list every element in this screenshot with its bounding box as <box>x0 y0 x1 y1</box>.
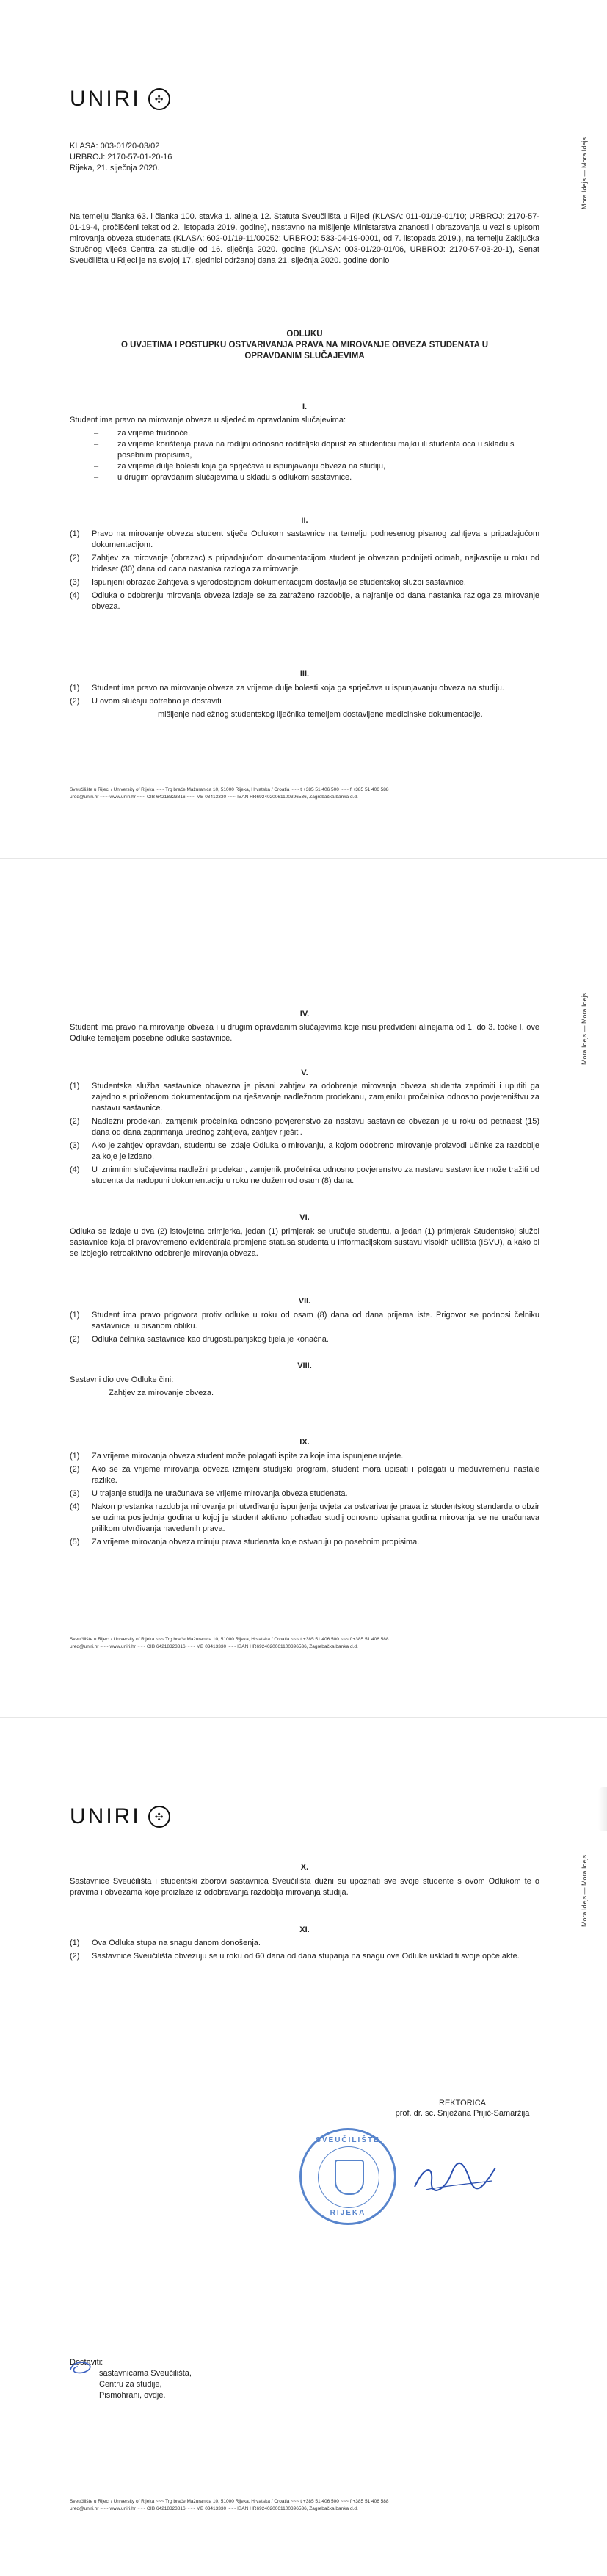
list-sub-item: mišljenje nadležnog studentskog liječnika temeljem dostavljene medicinske dokumentacije. <box>158 710 483 719</box>
footer-line-1: Sveučilište u Rijeci / University of Rijeka ~~~ Trg braće Mažuranića 10, 51000 Rijeka, Hrvatska / Croatia ~~~ t +385 51 406 500 ~~~ f +385 51 406 588 <box>70 787 389 792</box>
footer <box>70 2498 539 2513</box>
uniri-logo <box>70 87 170 112</box>
page-1 <box>0 0 607 858</box>
side-note <box>576 40 592 209</box>
list-item: (2) Sastavnice Sveučilišta obvezuju se u roku od 60 dana od dana stupanja na snagu ove Odluke uskladiti svoje opće akte. <box>70 1952 520 1961</box>
list-item: – u drugim opravdanim slučajevima u skladu s odlukom sastavnice. <box>94 473 352 482</box>
footer-line-1: Sveučilište u Rijeci / University of Rijeka ~~~ Trg braće Mažuranića 10, 51000 Rijeka, Hrvatska / Croatia ~~~ t +385 51 406 500 ~~~ f +385 51 406 588 <box>70 2499 389 2504</box>
preamble: Na temelju članka 63. i članka 100. stavka 1. alineja 12. Statuta Sveučilišta u Rijeci (KLASA: 011-01/19-01/10; URBROJ: 2170-57-01-19-4, pročišćeni tekst od 2. listopada 2019. godine), nastavno na mišljenje Ministarstva znanosti i obrazovanja u vezi s upisom mirovanja obveza studenata (KLASA: 602-01/19-11/00052; URBROJ: 533-04-19-0001, od 7. listopada 2019.), na temelju Zaključka Stručnog vijeća Centra za studije od 16. siječnja 2020. godine (KLASA: 003-01/20-01/06, URBROJ: 2170-57-03-20-1), Senat Sveučilišta u Rijeci je na svojoj 17. sjednici održanoj dana 21. siječnja 2020. godine donio <box>70 212 539 265</box>
list-item: (2) Odluka čelnika sastavnice kao drugostupanjskog tijela je konačna. <box>70 1335 329 1344</box>
section-heading-3: III. <box>299 670 310 679</box>
section-11-list <box>70 1938 539 1964</box>
side-note-text: Mora Idejs — Mora Idejs <box>581 992 588 1065</box>
title-line-1: ODLUKU <box>286 330 323 339</box>
section-heading-4: IV. <box>299 1010 310 1019</box>
section-1-intro: Student ima pravo na mirovanje obveza u sljedećim opravdanim slučajevima: <box>70 416 346 424</box>
distribution-label: Dostaviti: <box>70 2358 103 2367</box>
section-heading-1: I. <box>302 402 308 411</box>
section-heading-9: IX. <box>299 1438 310 1447</box>
list-item: (3) Ako je zahtjev opravdan, studentu se izdaje Odluka o mirovanju, a kojom odobreno mirovanje proizvodi učinke za razdoblje za koje je izdano. <box>70 1141 539 1161</box>
footer <box>70 786 539 801</box>
section-9-list <box>70 1451 539 1550</box>
handwritten-signature <box>411 2159 499 2196</box>
list-item: (4) U iznimnim slučajevima nadležni prodekan, zamjenik pročelnika odnosno povjerenstvo za nastavu sastavnice može tražiti od studenta da nadopuni dokumentaciju u roku ne dužem od osam (8) dana. <box>70 1165 539 1185</box>
footer-line-2: ured@uniri.hr ~~~ www.uniri.hr ~~~ OIB 64218323816 ~~~ MB 03413330 ~~~ IBAN HR6924020061100396536, Zagrebačka banka d.d. <box>70 2506 358 2511</box>
list-item: (4) Odluka o odobrenju mirovanja obveza izdaje se za zatraženo razdoblje, a najranije od dana nastanka razloga za mirovanje obveza. <box>70 591 539 611</box>
handwritten-mark <box>68 2359 94 2376</box>
list-item: (4) Nakon prestanka razdoblja mirovanja pri utvrđivanju ispunjenja uvjeta za ostvarivanje prava iz studentskog standarda o obzir se uzima posljednja godina u kojoj je student aktivno pohađao studij odnosno upisana godina mirovanja se ne uračunava prilikom utvrđivanja navedenih prava. <box>70 1502 539 1533</box>
list-item: (5) Za vrijeme mirovanja obveza miruju prava studenata koje ostvaruju po posebnim propisima. <box>70 1538 420 1546</box>
document-meta <box>70 141 539 174</box>
list-item: (1) Ova Odluka stupa na snagu danom donošenja. <box>70 1939 261 1947</box>
page-2 <box>0 858 607 1718</box>
section-10-text: Sastavnice Sveučilišta i studentski zborovi sastavnica Sveučilišta dužni su upoznati sve svoje studente s ovom Odlukom te o pravima i obvezama koje proizlaze iz odobravanja razdoblja mirovanja studija. <box>70 1877 539 1897</box>
crest-icon <box>335 2160 364 2195</box>
section-heading-10: X. <box>300 1863 309 1872</box>
stamp-bottom-text: RIJEKA <box>330 2209 366 2217</box>
title-line-2: O UVJETIMA I POSTUPKU OSTVARIVANJA PRAVA NA MIROVANJE OBVEZA STUDENATA U <box>120 341 489 350</box>
list-item: (1) Pravo na mirovanje obveza student stječe Odlukom sastavnice na temelju podnesenog pisanog zahtjeva s pripadajućom dokumentacijom. <box>70 529 539 549</box>
university-stamp <box>299 2128 396 2225</box>
university-emblem-icon: ✣ <box>148 1806 170 1828</box>
list-item: (2) Ako se za vrijeme mirovanja obveza izmijeni studijski program, student mora upisati i polagati u međuvremenu nastale razlike. <box>70 1465 539 1485</box>
section-heading-11: XI. <box>299 1925 310 1934</box>
signatory-role: REKTORICA <box>439 2099 486 2108</box>
section-5-list <box>70 1081 539 1189</box>
section-heading-5: V. <box>301 1068 308 1077</box>
section-heading-7: VII. <box>298 1297 311 1306</box>
footer-line-1: Sveučilište u Rijeci / University of Rijeka ~~~ Trg braće Mažuranića 10, 51000 Rijeka, Hrvatska / Croatia ~~~ t +385 51 406 500 ~~~ f +385 51 406 588 <box>70 1637 389 1642</box>
section-2-list <box>70 529 539 615</box>
page-fold-shadow <box>598 1787 607 1831</box>
side-note-text: Mora Idejs — Mora Idejs <box>581 137 588 209</box>
list-item: (2) U ovom slučaju potrebno je dostaviti <box>70 697 222 706</box>
list-item: Pismohrani, ovdje. <box>99 2391 166 2400</box>
footer-line-2: ured@uniri.hr ~~~ www.uniri.hr ~~~ OIB 64218323816 ~~~ MB 03413330 ~~~ IBAN HR6924020061100396536, Zagrebačka banka d.d. <box>70 1644 358 1649</box>
section-heading-2: II. <box>301 516 308 525</box>
side-note <box>576 1758 592 1927</box>
list-item: – za vrijeme trudnoće, <box>94 429 191 438</box>
logo-text: UNIRI <box>70 87 141 111</box>
list-item: (1) Student ima pravo prigovora protiv odluke u roku od osam (8) dana od dana prijema iste. Prigovor se podnosi čelniku sastavnice, u pisanom obliku. <box>70 1311 539 1331</box>
university-emblem-icon: ✣ <box>148 88 170 110</box>
section-6-text: Odluka se izdaje u dva (2) istovjetna primjerka, jedan (1) primjerak se uručuje studentu, a jedan (1) primjerak Studentskoj službi sastavnice koja bi pravovremeno evidentirala promjene statusa studenta u Informacijskom sustavu visokih učilišta (ISVU), a kako bi se izbjeglo retroaktivno odobrenje mirovanja obveza. <box>70 1227 539 1258</box>
list-item: (3) Ispunjeni obrazac Zahtjeva s vjerodostojnom dokumentacijom dostavlja se studentskoj službi sastavnice. <box>70 578 466 587</box>
document-title <box>70 329 539 362</box>
footer-line-2: ured@uniri.hr ~~~ www.uniri.hr ~~~ OIB 64218323816 ~~~ MB 03413330 ~~~ IBAN HR6924020061100396536, Zagrebačka banka d.d. <box>70 795 358 800</box>
place-date: Rijeka, 21. siječnja 2020. <box>70 164 160 173</box>
urbroj: URBROJ: 2170-57-01-20-16 <box>70 153 172 162</box>
stamp-top-text: SVEUČILIŠTE <box>316 2136 380 2144</box>
side-note-text: Mora Idejs — Mora Idejs <box>581 1854 588 1927</box>
logo-text: UNIRI <box>70 1804 141 1828</box>
list-item: (1) Student ima pravo na mirovanje obveza za vrijeme dulje bolesti koja ga sprječava u ispunjavanju obveza na studiju. <box>70 684 504 692</box>
list-item: (2) Nadležni prodekan, zamjenik pročelnika odnosno povjerenstvo za nastavu sastavnice obvezan je u roku od petnaest (15) dana od dana zaprimanja urednog zahtjeva, zahtjev riješiti. <box>70 1117 539 1137</box>
side-note <box>576 896 592 1065</box>
list-item: sastavnicama Sveučilišta, <box>99 2369 192 2378</box>
page-3 <box>0 1717 607 2576</box>
section-8-item: Zahtjev za mirovanje obveza. <box>109 1389 214 1397</box>
list-item: – za vrijeme dulje bolesti koja ga sprječava u ispunjavanju obveza na studiju, <box>94 462 386 471</box>
section-1-list <box>88 428 528 483</box>
section-8-intro: Sastavni dio ove Odluke čini: <box>70 1375 174 1384</box>
section-heading-6: VI. <box>299 1213 310 1222</box>
section-7-list <box>70 1310 539 1347</box>
signatory-name: prof. dr. sc. Snježana Prijić-Samaržija <box>395 2109 530 2118</box>
klasa: KLASA: 003-01/20-03/02 <box>70 142 160 151</box>
list-item: (1) Za vrijeme mirovanja obveza student može polagati ispite za koje ima ispunjene uvjete. <box>70 1452 404 1461</box>
section-4-text: Student ima pravo na mirovanje obveza i u drugim opravdanim slučajevima koje nisu predviđeni alinejama od 1. do 3. točke I. ove Odluke temeljem posebne odluke sastavnice. <box>70 1023 539 1043</box>
uniri-logo <box>70 1804 170 1829</box>
list-item: (3) U trajanje studija ne uračunava se vrijeme mirovanja obveza studenata. <box>70 1489 348 1498</box>
list-item: (1) Studentska služba sastavnice obavezna je pisani zahtjev za odobrenje mirovanja obveza studenta zaprimiti i uputiti ga zajedno s priloženom dokumentacijom na rješavanje nadležnom prodekanu, zamjeniku pročelnika odnosno povjereništvu za nastavu sastavnice. <box>70 1082 539 1112</box>
section-heading-8: VIII. <box>297 1361 312 1370</box>
title-line-3: OPRAVDANIM SLUČAJEVIMA <box>244 352 365 361</box>
section-3-list <box>70 683 539 723</box>
list-item: – za vrijeme korištenja prava na rodiljni odnosno roditeljski dopust za studenticu majku ili studenta oca u skladu s posebnim propisima, <box>94 440 515 460</box>
list-item: (2) Zahtjev za mirovanje (obrazac) s pripadajućom dokumentacijom student je obvezan podnijeti odmah, najkasnije u roku od trideset (30) dana od dana nastanka razloga za mirovanje. <box>70 554 539 574</box>
list-item: Centru za studije, <box>99 2380 162 2389</box>
footer <box>70 1636 539 1651</box>
signature-block <box>382 2098 543 2119</box>
